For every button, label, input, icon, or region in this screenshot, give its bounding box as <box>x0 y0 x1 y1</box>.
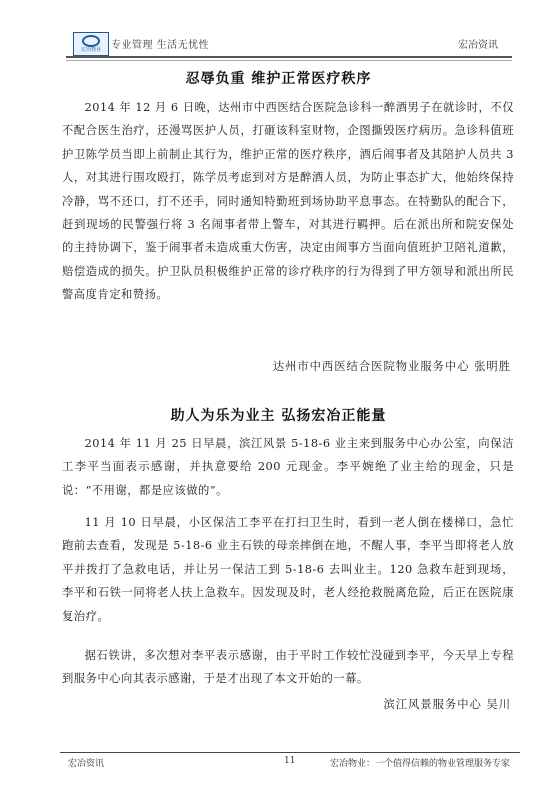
article2-paragraph-1: 2014 年 11 月 25 日早晨，滨江风景 5-18-6 业主来到服务中心办公室，向保洁工李平当面表示感谢，并执意要给 200 元现金。李平婉绝了业主给的现金，只是说：“不用谢，都是应该做的”。 <box>62 437 514 497</box>
header-brand: 宏冶资讯 <box>458 40 498 51</box>
logo-emblem-icon <box>82 35 100 47</box>
article2-paragraph-2: 11 月 10 日早晨，小区保洁工李平在打扫卫生时，看到一老人倒在楼梯口，急忙跑前去查看，发现是 5-18-6 业主石铁的母亲摔倒在地，不醒人事，李平当即将老人放平并拨打了急救电话，并让另一保洁工到 5-18-6 去叫业主。120 急救车赶到现场，李平和石铁一同将老人扶上急救车。因发现及时，老人经抢救脱离危险，后正在医院康复治疗。 <box>62 516 514 623</box>
article2-signature: 滨江风景服务中心 吴川 <box>383 698 511 711</box>
page-footer <box>60 752 520 772</box>
footer-right-text: 宏冶物业：一个值得信赖的物业管理服务专家 <box>329 759 510 769</box>
article1-title: 忍辱负重 维护正常医疗秩序 <box>185 71 372 87</box>
article1-paragraph: 2014 年 12 月 6 日晚，达州市中西医结合医院急诊科一醉酒男子在就诊时，不仅不配合医生治疗，还漫骂医护人员，打砸该科室财物，企图撕毁医疗病历。急诊科值班护卫陈学员当即上前制止其行为，维护正常的医疗秩序，酒后闹事者及其陪护人员共 3 人，对其进行围攻殴打，陈学员考虑到对方是醉酒人员，为防止事态扩大，他始终保持冷静，骂不还口，打不还手，同时通知特勤班到场协助平息事态。在特勤队的配合下，赶到现场的民警强行将 3 名闹事者带上警车，对其进行羁押。后在派出所和院安保处的主持协调下，鉴于闹事者未造成重大伤害，决定由闹事方当面向值班护卫陪礼道歉，赔偿造成的损失。护卫队员积极维护正常的诊疗秩序的行为得到了甲方领导和派出所民警高度肯定和赞扬。 <box>62 101 514 302</box>
article1-signature: 达州市中西医结合医院物业服务中心 张明胜 <box>272 360 511 373</box>
footer-left-text: 宏冶资讯 <box>68 759 105 769</box>
logo-text: 宏冶物业 <box>80 47 101 53</box>
header-divider <box>66 56 512 58</box>
page-number: 11 <box>284 756 296 766</box>
header-slogan: 专业管理 生活无忧性 <box>111 40 210 51</box>
company-logo <box>73 32 109 56</box>
footer-divider <box>60 752 520 753</box>
article2-title: 助人为乐为业主 弘扬宏冶正能量 <box>170 408 387 424</box>
header-divider-thin <box>66 60 512 61</box>
page-header <box>66 30 512 58</box>
article2-paragraph-3: 据石铁讲，多次想对李平表示感谢，由于平时工作较忙没碰到李平，今天早上专程到服务中心向其表示感谢，于是才出现了本文开始的一幕。 <box>62 649 514 686</box>
